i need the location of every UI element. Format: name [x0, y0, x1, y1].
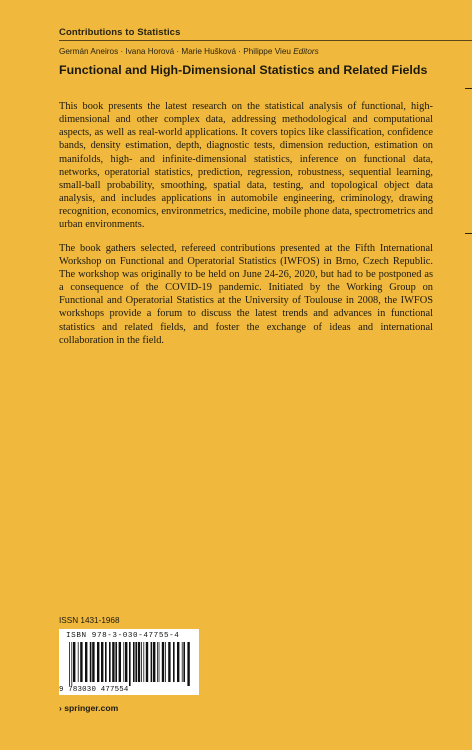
barcode-digits: 9 783030 477554	[59, 686, 129, 694]
series-name: Contributions to Statistics	[59, 27, 181, 38]
header-rule	[59, 40, 472, 41]
barcode-bar	[177, 642, 179, 682]
barcode-bar	[71, 642, 72, 686]
publisher-link[interactable]: › springer.com	[59, 703, 119, 713]
barcode-bar	[112, 642, 114, 682]
barcode-box	[59, 629, 199, 695]
book-title: Functional and High-Dimensional Statistics and Related Fields	[59, 63, 428, 77]
barcode-bar	[119, 642, 121, 682]
barcode-bar	[80, 642, 82, 682]
barcode-bar	[123, 642, 124, 682]
isbn-number: ISBN 978-3-030-47755-4	[66, 632, 180, 640]
barcode-bar	[105, 642, 107, 682]
barcode-bar	[97, 642, 99, 682]
barcode-bar	[78, 642, 79, 682]
barcode-bar	[187, 642, 189, 686]
barcode-bar	[159, 642, 160, 682]
barcode-bar	[85, 642, 87, 682]
barcode-bar	[182, 642, 183, 682]
barcode-icon	[63, 642, 195, 686]
barcode-bar	[173, 642, 175, 682]
barcode-bar	[129, 642, 131, 686]
spine-mark-top	[465, 88, 472, 89]
barcode-bar	[101, 642, 103, 682]
barcode-bar	[73, 642, 75, 682]
barcode-bar	[133, 642, 135, 682]
blurb	[59, 100, 433, 357]
barcode-bar	[165, 642, 166, 682]
barcode-bar	[153, 642, 155, 682]
barcode-bar	[151, 642, 153, 682]
barcode-bar	[143, 642, 144, 682]
barcode-bar	[115, 642, 117, 682]
blurb-paragraph-2: The book gathers selected, refereed contributions presented at the Fifth International Workshop on Functional and Operatorial Statistics (IWFOS) in Brno, Czech Republic. The workshop was originally to be held on June 24-26, 2020, but had to be postponed as a consequence of the COVID-19 pandemic. Initiated by the Working Group on Functional and Operatorial Statistics at the University of Toulouse in 2008, the IWFOS workshops provide a forum to discuss the latest trends and advances in functional statistics and related fields, and foster the exchange of ideas and international collaboration in the field.	[59, 242, 433, 346]
barcode-bar	[183, 642, 185, 682]
barcode-bar	[141, 642, 142, 682]
editor-names: Germán Aneiros · Ivana Horová · Marie Hušková · Philippe Vieu	[59, 47, 291, 56]
barcode-bar	[157, 642, 158, 682]
barcode-bar	[92, 642, 94, 682]
editors-label: Editors	[293, 47, 319, 56]
barcode-bar	[168, 642, 170, 682]
barcode-bar	[135, 642, 137, 682]
barcode-bar	[146, 642, 148, 682]
barcode-bar	[138, 642, 140, 682]
barcode-bar	[162, 642, 164, 682]
barcode-bar	[109, 642, 111, 682]
issn-number: ISSN 1431-1968	[59, 616, 120, 625]
barcode-bar	[69, 642, 70, 686]
blurb-paragraph-1: This book presents the latest research on the statistical analysis of functional, high-dimensional and other complex data, addressing methodological and computational aspects, as well as real-world applications. It covers topics like classification, confidence bands, density estimation, depth, diagnostic tests, dimension reduction, estimation on manifolds, high- and infinite-dimensional statistics, inference on functional data, networks, operatorial statistics, prediction, regression, robustness, sequential learning, small-ball probability, smoothing, spatial data, testing, and topological object data analysis, and includes applications in automobile engineering, criminology, drawing recognition, economics, environmetrics, medicine, mobile phone data, spectrometrics and urban environments.	[59, 101, 433, 231]
editors-line	[59, 47, 319, 56]
barcode-bar	[125, 642, 127, 682]
spine-mark-bottom	[465, 233, 472, 234]
barcode-bar	[90, 642, 92, 682]
